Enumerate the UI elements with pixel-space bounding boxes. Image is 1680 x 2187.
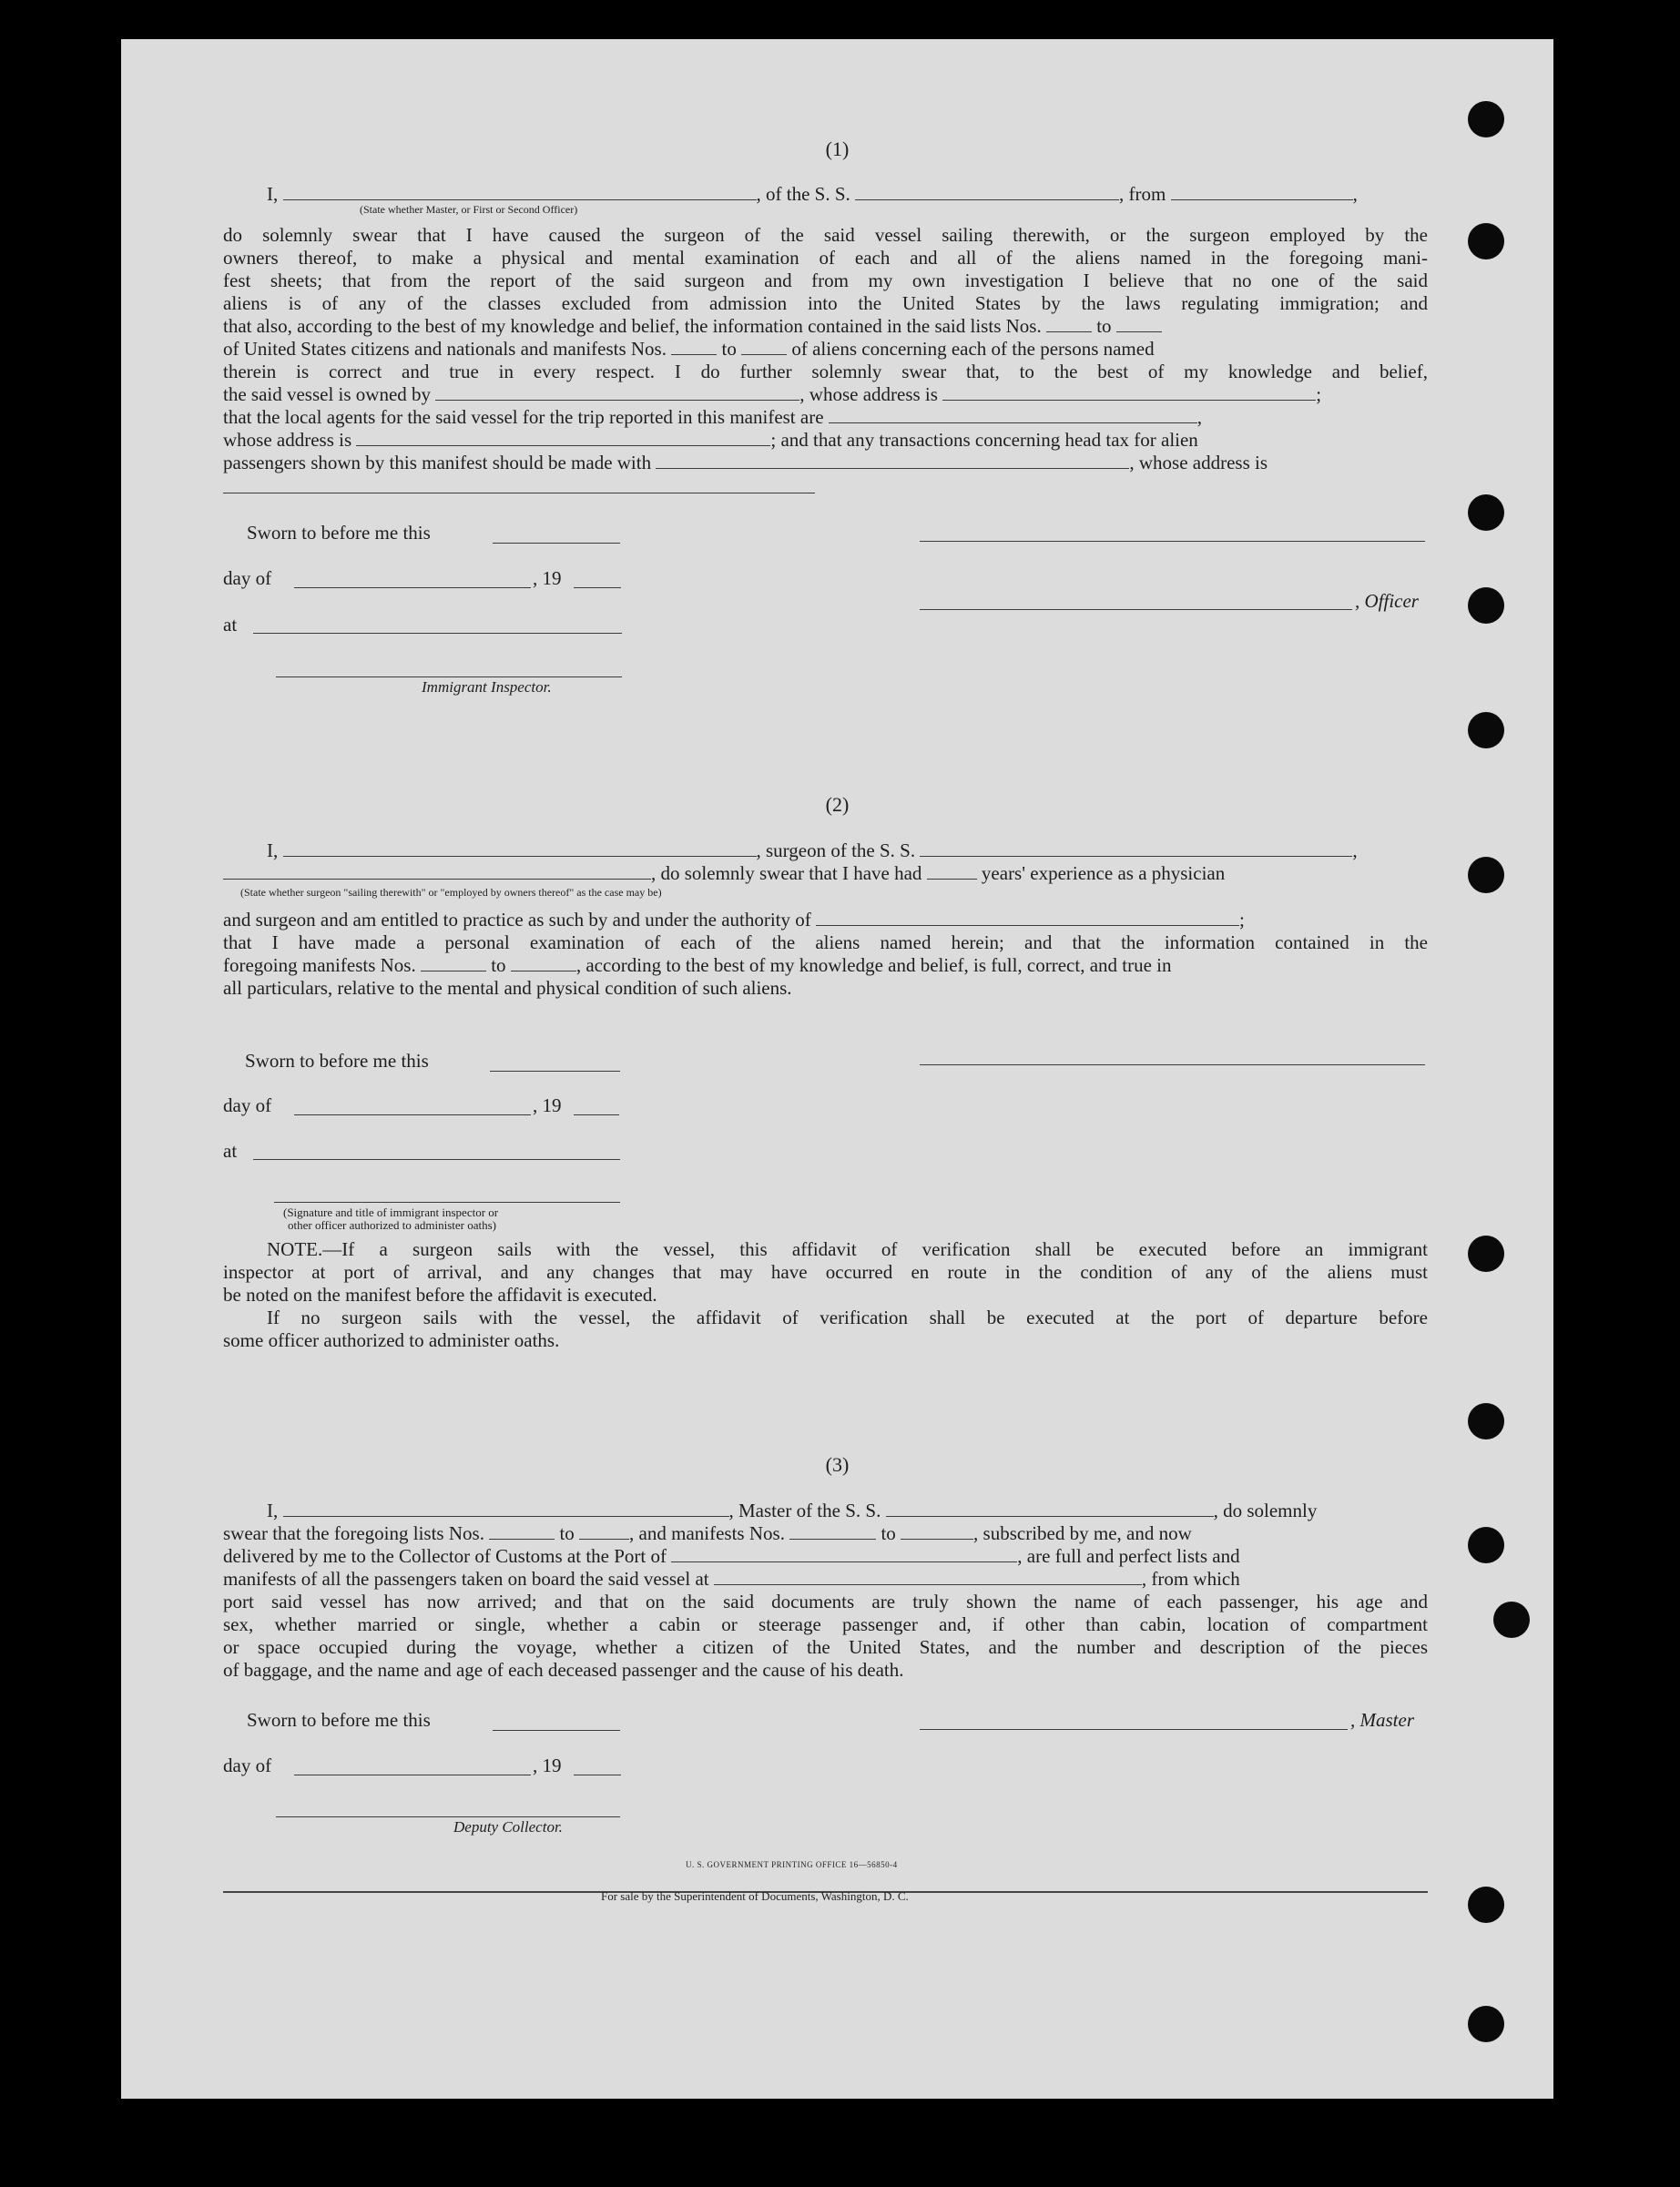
inspector-signature-field[interactable]	[276, 676, 622, 677]
section-1-from: , from	[1119, 183, 1166, 205]
at-label: at	[223, 614, 238, 636]
whose-address-label: , whose address is	[1129, 452, 1268, 473]
section-3-body-line: of baggage, and the name and age of each deceased passenger and the cause of his death.	[223, 1659, 904, 1681]
section-3-body-line: or space occupied during the voyage, whether a citizen of the United States, and the number and description of the pieces	[223, 1636, 1428, 1658]
owner-field[interactable]	[435, 386, 799, 401]
section-1-body-line: the said vessel is owned by	[223, 383, 432, 405]
to-label: to	[1096, 315, 1112, 337]
sworn-label: Sworn to before me this	[245, 1050, 429, 1072]
head-tax-party-field[interactable]	[656, 454, 1129, 469]
section-3-body-line: sex, whether married or single, whether a cabin or steerage passenger and, if other than cabin, location of compartment	[223, 1613, 1428, 1635]
sworn-date-field[interactable]	[490, 1070, 620, 1072]
vessel-name-field[interactable]	[855, 186, 1119, 200]
section-1-body-line: fest sheets; that from the report of the said surgeon and from my own investigation I believe that no one of the said	[223, 270, 1428, 291]
years-experience-label: years' experience as a physician	[981, 862, 1226, 884]
section-1-of-ss: , of the S. S.	[756, 183, 850, 205]
agent-address-field[interactable]	[356, 432, 770, 446]
boarding-label: manifests of all the passengers taken on board the said vessel at	[223, 1568, 709, 1590]
section-3-lists-line	[223, 1522, 1428, 1545]
master-signature-field[interactable]	[920, 1728, 1348, 1730]
section-2-number: (2)	[825, 793, 850, 816]
master-lists-from-field[interactable]	[489, 1525, 555, 1540]
master-of-ss-label: , Master of the S. S.	[728, 1500, 881, 1521]
section-2-swear-label: , do solemnly swear that I have had	[651, 862, 922, 884]
boarding-port-field[interactable]	[714, 1571, 1142, 1585]
section-3-first-line	[223, 1500, 1428, 1522]
years-experience-field[interactable]	[927, 865, 977, 880]
printing-office-imprint: U. S. GOVERNMENT PRINTING OFFICE 16—56850-4	[686, 1860, 898, 1869]
section-1-body-line: passengers shown by this manifest should be made with	[223, 452, 652, 473]
surgeon-signature-field[interactable]	[920, 1063, 1425, 1065]
section-1-body-line: therein is correct and true in every respect. I do further solemnly swear that, to the best of my knowledge and belief,	[223, 361, 1428, 382]
head-tax-address-field[interactable]	[223, 492, 815, 493]
master-lists-to-field[interactable]	[579, 1525, 629, 1540]
master-manifests-from-field[interactable]	[789, 1525, 876, 1540]
subscribed-label: , subscribed by me, and now	[973, 1522, 1192, 1544]
master-name-field[interactable]	[283, 1502, 729, 1517]
inspector-label: Immigrant Inspector.	[422, 678, 552, 696]
manifests-to-field[interactable]	[741, 341, 787, 355]
deputy-collector-label: Deputy Collector.	[453, 1818, 563, 1836]
section-1-agent-address-line	[223, 429, 1428, 452]
section-2-first-line: I, , surgeon of the S. S. ,	[267, 839, 1358, 861]
section-1-body-line: that the local agents for the said vessel for the trip reported in this manifest are	[223, 406, 824, 428]
to-label: to	[881, 1522, 896, 1544]
surgeon-vessel-field[interactable]	[920, 842, 1352, 857]
do-solemnly-label: , do solemnly	[1213, 1500, 1318, 1521]
sale-notice: For sale by the Superintendent of Documents, Washington, D. C.	[601, 1889, 909, 1903]
at-label: at	[223, 1140, 238, 1162]
section-3-body-line: port said vessel has now arrived; and that on the said documents are truly shown the name of each passenger, his age and	[223, 1591, 1428, 1612]
section-1-body-line: whose address is	[223, 429, 352, 451]
section-1-body-line: of United States citizens and nationals and manifests Nos.	[223, 338, 667, 360]
sworn-date-field[interactable]	[493, 542, 620, 544]
according-label: , according to the best of my knowledge and belief, is full, correct, and true in	[575, 954, 1172, 976]
section-1-head-tax-line	[223, 452, 1428, 474]
day-of-label: day of	[223, 1755, 272, 1776]
section-2-particulars-line: all particulars, relative to the mental and physical condition of such aliens.	[223, 977, 792, 999]
surgeon-of-ss-label: , surgeon of the S. S.	[756, 839, 916, 861]
whose-address-label: , whose address is	[799, 383, 938, 405]
note-line: If no surgeon sails with the vessel, the affidavit of verification shall be executed at the port of departure before	[267, 1307, 1428, 1328]
of-aliens-label: of aliens concerning each of the persons named	[791, 338, 1155, 360]
lists-to-field[interactable]	[1116, 318, 1162, 332]
surgeon-name-field[interactable]	[283, 842, 757, 857]
section-2-exam-line: that I have made a personal examination of each of the aliens named herein; and that the information contained in the	[223, 931, 1428, 953]
section-3-number: (3)	[825, 1453, 850, 1476]
year-field[interactable]	[574, 586, 621, 588]
note-line: NOTE.—If a surgeon sails with the vessel, this affidavit of verification shall be executed before an immigrant	[267, 1238, 1428, 1260]
owner-address-field[interactable]	[942, 386, 1316, 401]
port-from-field[interactable]	[1171, 186, 1353, 200]
section-3-port-line	[223, 1545, 1428, 1568]
month-field[interactable]	[294, 586, 531, 588]
officer-title-field[interactable]	[920, 608, 1352, 610]
collector-port-label: delivered by me to the Collector of Customs at the Port of	[223, 1545, 667, 1567]
section-1-agents-line: that the local agents for the said vessel for the trip reported in this manifest are ,	[223, 406, 1203, 428]
note-line: some officer authorized to administer oaths.	[223, 1329, 560, 1351]
section-3-boarding-line	[223, 1568, 1428, 1591]
perfect-lists-label: , are full and perfect lists and	[1017, 1545, 1240, 1567]
section-1-body-line: aliens is of any of the classes excluded from admission into the United States by the laws regulating immigration; and	[223, 292, 1428, 314]
section-1-officer-note: (State whether Master, or First or Second Officer)	[360, 203, 578, 216]
section-1-owner-line: the said vessel is owned by , whose address is ;	[223, 383, 1322, 405]
inspector-signature-field[interactable]	[274, 1201, 620, 1203]
head-tax-label: ; and that any transactions concerning head tax for alien	[770, 429, 1198, 451]
section-1-body-line: owners thereof, to make a physical and mental examination of each and all of the aliens named in the foregoing mani-	[223, 247, 1428, 269]
section-1-first-line: I, , of the S. S. , from ,	[267, 183, 1358, 205]
sworn-label: Sworn to before me this	[247, 522, 431, 544]
agents-field[interactable]	[829, 409, 1197, 423]
manifests-nos-label: foregoing manifests Nos.	[223, 954, 416, 976]
section-1-number: (1)	[825, 137, 850, 160]
year-label: , 19	[533, 1755, 562, 1776]
section-2-second-line	[223, 862, 1428, 885]
section-2-surgeon-note: (State whether surgeon "sailing therewith" or "employed by owners thereof" as the case may be)	[240, 886, 662, 899]
lists-from-field[interactable]	[1046, 318, 1092, 332]
month-field[interactable]	[294, 1774, 531, 1775]
year-label: , 19	[533, 1094, 562, 1116]
section-2-authority-line: and surgeon and am entitled to practice as such by and under the authority of ;	[223, 909, 1245, 931]
deputy-signature-field[interactable]	[276, 1816, 620, 1817]
section-3-i: I,	[267, 1500, 279, 1521]
master-manifests-to-field[interactable]	[901, 1525, 973, 1540]
month-field[interactable]	[294, 1114, 531, 1115]
to-label: to	[559, 1522, 575, 1544]
officer-name-field[interactable]	[283, 186, 757, 200]
year-field[interactable]	[574, 1114, 619, 1115]
section-1-lists-line	[223, 315, 1428, 338]
year-field[interactable]	[574, 1774, 621, 1775]
surgeon-capacity-field[interactable]	[223, 865, 651, 880]
signature-note-line: (Signature and title of immigrant inspector or	[283, 1205, 499, 1219]
section-1-body-line: do solemnly swear that I have caused the surgeon of the said vessel sailing therewith, or the surgeon employed by the	[223, 224, 1428, 246]
master-vessel-field[interactable]	[886, 1502, 1214, 1517]
form-page	[121, 39, 1553, 2099]
year-label: , 19	[533, 567, 562, 589]
place-field[interactable]	[253, 632, 622, 634]
note-line: inspector at port of arrival, and any changes that may have occurred en route in the condition of any of the aliens must	[223, 1261, 1428, 1283]
note-line: be noted on the manifest before the affidavit is executed.	[223, 1284, 657, 1306]
to-label: to	[491, 954, 506, 976]
to-label: to	[721, 338, 737, 360]
authority-field[interactable]	[816, 911, 1239, 926]
day-of-label: day of	[223, 1094, 272, 1116]
collector-port-field[interactable]	[671, 1548, 1017, 1562]
section-2-nos-line	[223, 954, 1428, 977]
section-1-i: I,	[267, 183, 279, 205]
place-field[interactable]	[253, 1158, 620, 1160]
manifests-from-field[interactable]	[671, 341, 717, 355]
authority-label: and surgeon and am entitled to practice as such by and under the authority of	[223, 909, 811, 931]
signature-note-line: other officer authorized to administer oaths)	[288, 1218, 496, 1232]
section-1-body-line: that also, according to the best of my knowledge and belief, the information contained in the said lists Nos.	[223, 315, 1042, 337]
section-1-manifests-line	[223, 338, 1428, 361]
manifests-nos-label: , and manifests Nos.	[629, 1522, 785, 1544]
sworn-date-field[interactable]	[493, 1729, 620, 1731]
sworn-label: Sworn to before me this	[247, 1709, 431, 1731]
officer-signature-field[interactable]	[920, 540, 1425, 542]
surgeon-manifests-to-field[interactable]	[511, 957, 576, 971]
master-label: , Master	[1350, 1709, 1414, 1731]
day-of-label: day of	[223, 567, 272, 589]
officer-label: , Officer	[1355, 590, 1419, 612]
lists-nos-label: swear that the foregoing lists Nos.	[223, 1522, 484, 1544]
section-2-i: I,	[267, 839, 279, 861]
from-which-label: , from which	[1141, 1568, 1240, 1590]
surgeon-manifests-from-field[interactable]	[421, 957, 486, 971]
